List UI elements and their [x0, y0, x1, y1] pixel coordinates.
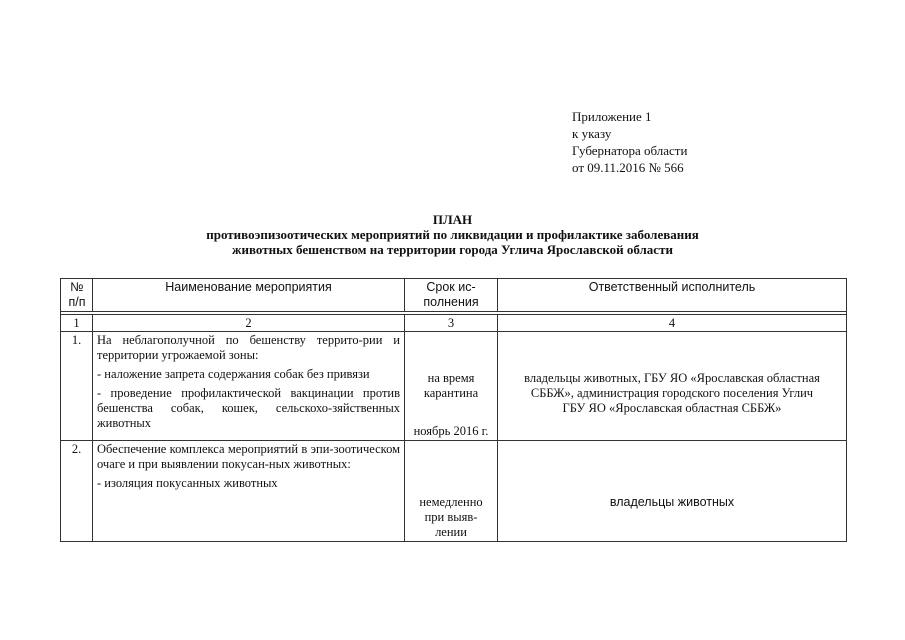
column-number-row — [61, 315, 847, 332]
plan-table — [60, 278, 847, 542]
row-2-term — [405, 441, 498, 542]
table-row — [61, 441, 847, 542]
row-1-executor — [498, 332, 847, 441]
title-line-2: противоэпизоотических мероприятий по ликвидации и профилактике заболевания — [206, 227, 699, 242]
col-number-2: 2 — [93, 315, 405, 332]
header-name: Наименование мероприятия — [93, 279, 405, 312]
row-1-item-1-name: - наложение запрета содержания собак без привязи — [97, 367, 370, 381]
row-1-term — [405, 332, 498, 441]
appendix-line-3: Губернатора области — [572, 143, 688, 158]
row-2-executor — [498, 441, 847, 542]
appendix-line-1: Приложение 1 — [572, 109, 652, 124]
row-1-item-1-executor: владельцы животных, ГБУ ЯО «Ярославская областная СББЖ», администрация городского поселения Углич — [524, 371, 820, 400]
header-executor: Ответственный исполнитель — [498, 279, 847, 312]
row-1-item-2-name: - проведение профилактической вакцинации против бешенства собак, кошек, сельскохо-зяйственных животных — [97, 386, 400, 430]
col-number-3: 3 — [405, 315, 498, 332]
row-2-intro: Обеспечение комплекса мероприятий в эпи-зоотическом очаге и при выявлении покусан-ных животных: — [97, 442, 400, 471]
row-2-item-1-executor: владельцы животных — [609, 495, 735, 509]
row-1-name — [93, 332, 405, 441]
row-2-item-1-term: немедленно при выяв-лении — [419, 495, 483, 539]
row-2-item-1-name: - изоляция покусанных животных — [97, 476, 278, 490]
appendix-line-4: от 09.11.2016 № 566 — [572, 160, 684, 175]
row-1-item-1-term: на время карантина — [423, 371, 479, 400]
table-row — [61, 332, 847, 441]
appendix-line-2: к указу — [572, 126, 612, 141]
row-1-intro: На неблагополучной по бешенству террито-рии и территории угрожаемой зоны: — [97, 333, 400, 362]
document-title — [0, 212, 905, 257]
row-1-item-2-term: ноябрь 2016 г. — [413, 424, 489, 438]
row-2-num: 2. — [61, 441, 93, 542]
row-1-num: 1. — [61, 332, 93, 441]
title-main: ПЛАН — [432, 212, 473, 227]
table-header-row — [61, 279, 847, 312]
row-1-item-2-executor: ГБУ ЯО «Ярославская областная СББЖ» — [562, 401, 782, 415]
header-num: № п/п — [61, 279, 93, 312]
header-term: Срок ис-полнения — [405, 279, 498, 312]
col-number-1: 1 — [61, 315, 93, 332]
appendix-header — [572, 108, 687, 176]
row-2-name — [93, 441, 405, 542]
col-number-4: 4 — [498, 315, 847, 332]
title-line-3: животных бешенством на территории города Углича Ярославской области — [232, 242, 673, 257]
